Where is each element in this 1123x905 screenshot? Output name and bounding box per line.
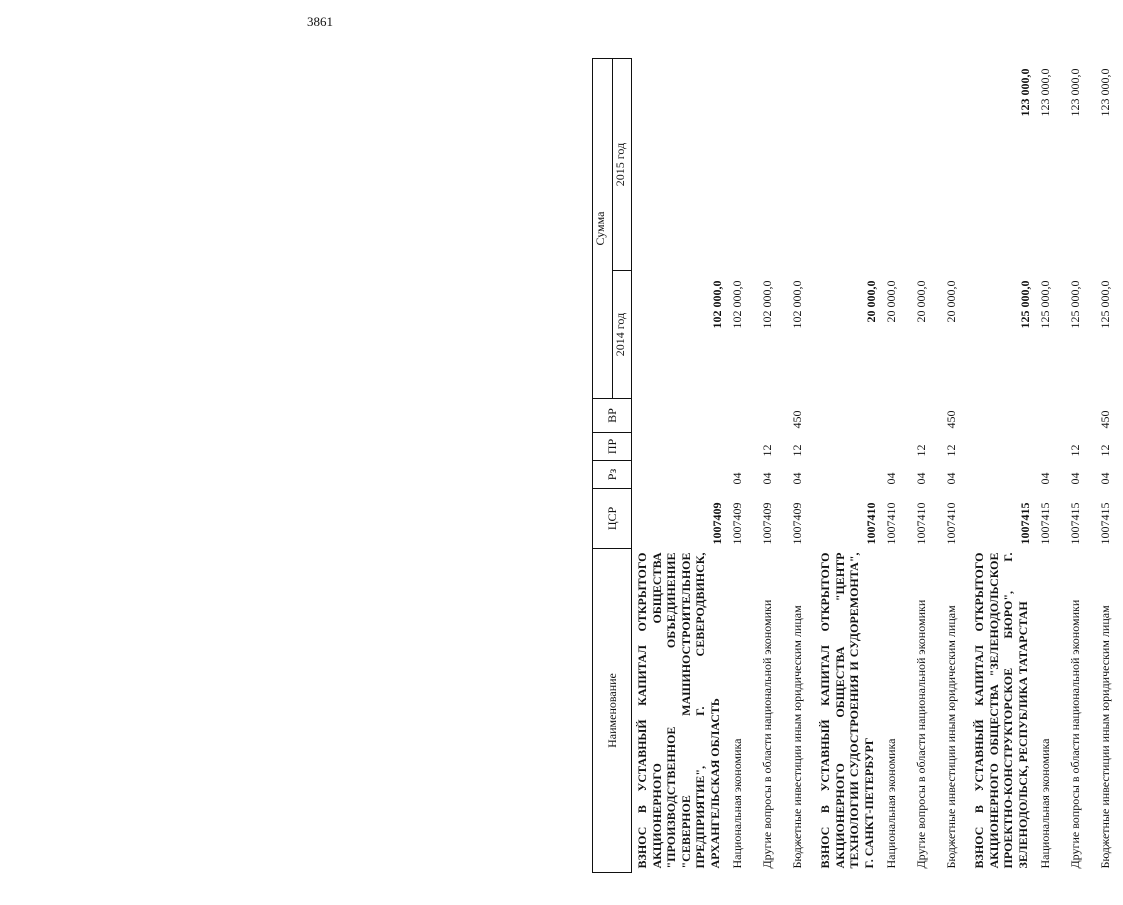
cell-pr	[879, 433, 909, 461]
header-pr: ПР	[593, 433, 632, 461]
cell-rz	[969, 461, 1033, 489]
cell-csr: 1007415	[1038, 502, 1052, 545]
cell-pr	[969, 433, 1033, 461]
table-row	[969, 58, 1033, 872]
cell-name: ВЗНОС В УСТАВНЫЙ КАПИТАЛ ОТКРЫТОГО АКЦИОНЕРНОГО ОБЩЕСТВА "ЗЕЛЕНОДОЛЬСКОЕ ПРОЕКТНО-КОНСТРУКТОРСКОЕ БЮРО", Г. ЗЕЛЕНОДОЛЬСК, РЕСПУБЛИКА ТАТАРСТАН	[972, 552, 1030, 869]
cell-csr: 1007410	[944, 502, 958, 545]
cell-2014: 20 000,0	[914, 280, 928, 323]
cell-2014: 125 000,0	[1018, 280, 1032, 329]
table-row	[1093, 58, 1123, 872]
cell-vr	[755, 399, 785, 433]
cell-csr: 1007409	[710, 502, 724, 545]
cell-name: ВЗНОС В УСТАВНЫЙ КАПИТАЛ ОТКРЫТОГО АКЦИОНЕРНОГО ОБЩЕСТВА "ПРОИЗВОДСТВЕННОЕ ОБЪЕДИНЕНИЕ "СЕВЕРНОЕ МАШИНОСТРОИТЕЛЬНОЕ ПРЕДПРИЯТИЕ", Г. СЕВЕРОДВИНСК, АРХАНГЕЛЬСКАЯ ОБЛАСТЬ	[635, 552, 722, 869]
cell-rz: 04	[1068, 472, 1082, 485]
table-header	[593, 58, 632, 872]
cell-2015	[785, 58, 815, 270]
cell-rz: 04	[730, 472, 744, 485]
header-year-2015: 2015 год	[613, 58, 632, 270]
rotated-table-container	[592, 59, 1112, 873]
cell-vr	[879, 399, 909, 433]
cell-csr: 1007410	[914, 502, 928, 545]
cell-csr: 1007415	[1018, 502, 1032, 545]
cell-csr: 1007415	[1098, 502, 1112, 545]
cell-csr: 1007409	[790, 502, 804, 545]
table-row	[725, 58, 755, 872]
header-sum: Сумма	[593, 58, 613, 398]
cell-name: Бюджетные инвестиции иным юридическим лицам	[1098, 605, 1112, 869]
cell-2015	[939, 58, 969, 270]
cell-csr: 1007415	[1068, 502, 1082, 545]
cell-vr	[1063, 399, 1093, 433]
header-csr: ЦСР	[593, 489, 632, 549]
table-row	[909, 58, 939, 872]
cell-pr	[725, 433, 755, 461]
budget-table	[592, 58, 1123, 873]
cell-csr: 1007410	[864, 502, 878, 545]
header-name: Наименование	[593, 549, 632, 873]
cell-2014: 102 000,0	[790, 280, 804, 329]
cell-rz: 04	[1038, 472, 1052, 485]
cell-2014: 20 000,0	[944, 280, 958, 323]
cell-2014: 20 000,0	[864, 280, 878, 323]
cell-2015	[725, 58, 755, 270]
cell-vr	[909, 399, 939, 433]
cell-rz	[632, 461, 726, 489]
cell-vr: 450	[1098, 410, 1112, 429]
cell-rz	[815, 461, 879, 489]
cell-2015	[815, 58, 879, 270]
table-row	[879, 58, 909, 872]
cell-name: Национальная экономика	[884, 738, 898, 869]
cell-vr	[815, 399, 879, 433]
header-rz: Рз	[593, 461, 632, 489]
table-row	[755, 58, 785, 872]
cell-name: Бюджетные инвестиции иным юридическим лицам	[944, 605, 958, 869]
cell-pr: 12	[944, 444, 958, 457]
cell-2015	[632, 58, 726, 270]
table-row	[785, 58, 815, 872]
cell-2014: 125 000,0	[1098, 280, 1112, 329]
cell-csr: 1007409	[730, 502, 744, 545]
cell-pr: 12	[1068, 444, 1082, 457]
cell-name: Бюджетные инвестиции иным юридическим лицам	[790, 605, 804, 869]
cell-name: Другие вопросы в области национальной экономики	[760, 599, 774, 869]
cell-pr: 12	[914, 444, 928, 457]
cell-2015: 123 000,0	[1068, 68, 1082, 117]
header-year-2014: 2014 год	[613, 271, 632, 399]
header-vr: ВР	[593, 399, 632, 433]
cell-2014: 20 000,0	[884, 280, 898, 323]
cell-2014: 125 000,0	[1038, 280, 1052, 329]
cell-name: Другие вопросы в области национальной экономики	[1068, 599, 1082, 869]
cell-vr	[725, 399, 755, 433]
cell-name: Национальная экономика	[1038, 738, 1052, 869]
cell-pr	[632, 433, 726, 461]
table-row	[1033, 58, 1063, 872]
cell-pr: 12	[760, 444, 774, 457]
cell-pr: 12	[1098, 444, 1112, 457]
cell-vr	[969, 399, 1033, 433]
cell-pr	[1033, 433, 1063, 461]
cell-name: ВЗНОС В УСТАВНЫЙ КАПИТАЛ ОТКРЫТОГО АКЦИОНЕРНОГО ОБЩЕСТВА "ЦЕНТР ТЕХНОЛОГИИ СУДОСТРОЕНИЯ И СУДОРЕМОНТА", Г. САНКТ-ПЕТЕРБУРГ	[818, 552, 876, 869]
cell-name: Другие вопросы в области национальной экономики	[914, 599, 928, 869]
cell-csr: 1007410	[884, 502, 898, 545]
cell-2014: 102 000,0	[760, 280, 774, 329]
cell-2014: 102 000,0	[730, 280, 744, 329]
cell-name: Национальная экономика	[730, 738, 744, 869]
cell-rz: 04	[790, 472, 804, 485]
cell-vr	[1033, 399, 1063, 433]
cell-rz: 04	[884, 472, 898, 485]
table-row	[939, 58, 969, 872]
cell-rz: 04	[760, 472, 774, 485]
cell-2015	[879, 58, 909, 270]
cell-2015: 123 000,0	[1018, 68, 1032, 117]
cell-rz: 04	[1098, 472, 1112, 485]
table-row	[632, 58, 726, 872]
cell-csr: 1007409	[760, 502, 774, 545]
cell-vr	[632, 399, 726, 433]
table-row	[1063, 58, 1093, 872]
cell-2015: 123 000,0	[1098, 68, 1112, 117]
cell-pr: 12	[790, 444, 804, 457]
cell-vr: 450	[790, 410, 804, 429]
cell-2015	[755, 58, 785, 270]
table-body	[632, 58, 1123, 872]
cell-rz: 04	[914, 472, 928, 485]
cell-2014: 125 000,0	[1068, 280, 1082, 329]
cell-rz: 04	[944, 472, 958, 485]
page-number: 3861	[307, 14, 333, 29]
cell-pr	[815, 433, 879, 461]
cell-2015: 123 000,0	[1038, 68, 1052, 117]
table-row	[815, 58, 879, 872]
cell-vr: 450	[944, 410, 958, 429]
cell-2014: 102 000,0	[710, 280, 724, 329]
cell-2015	[909, 58, 939, 270]
